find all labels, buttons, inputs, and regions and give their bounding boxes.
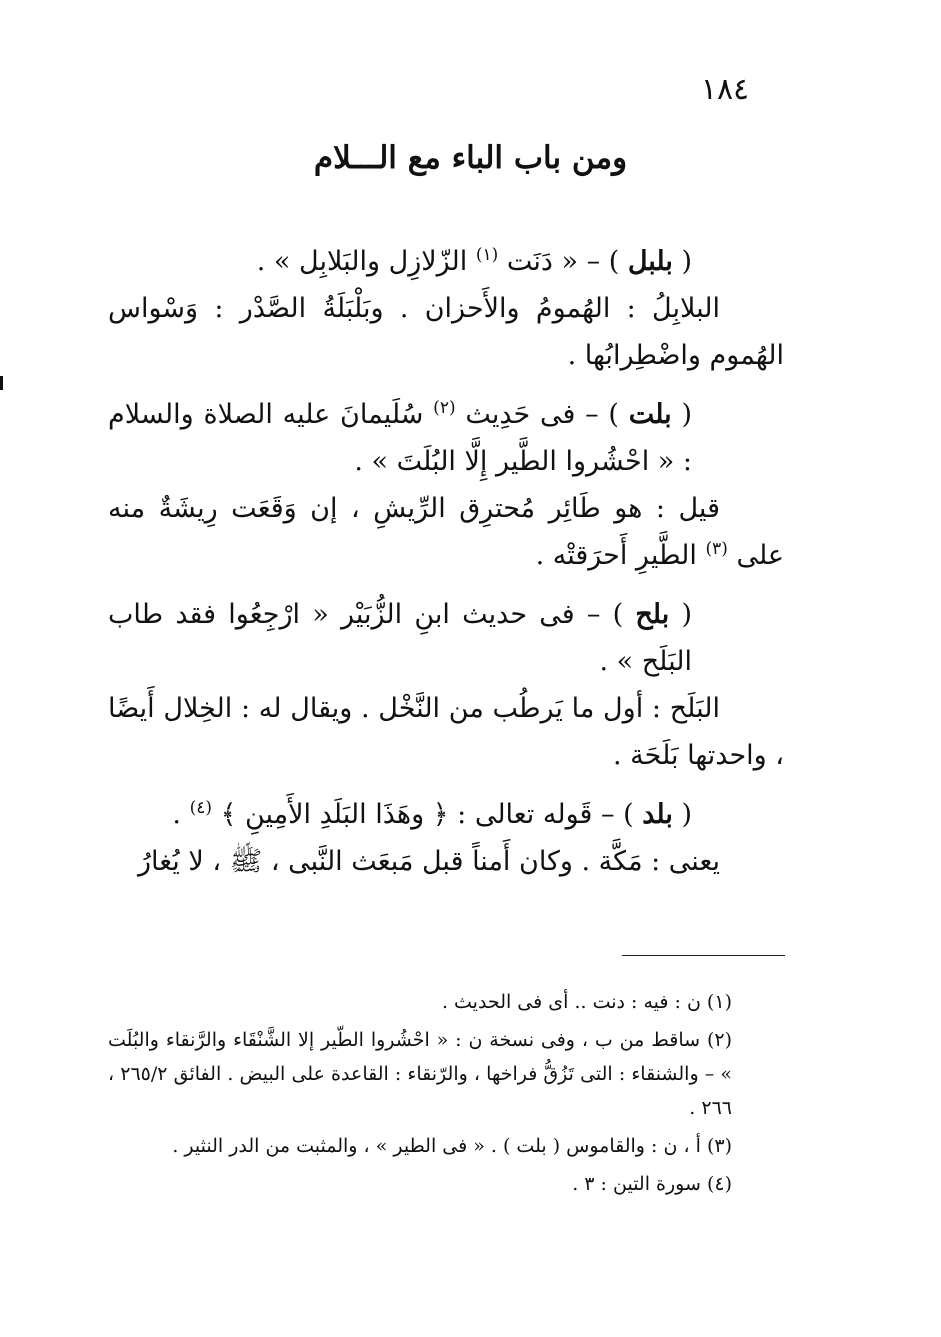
footnote-3: (٣) أ ، ن : والقاموس ( بلت ) . « فى الطير » ، والمثبت من الدر النثير . [172,1135,732,1157]
entry-balbal [108,238,784,379]
footnote-ref[interactable]: (١) [475,245,499,265]
bracket-open: ( [672,799,692,830]
footnote-ref[interactable]: (٢) [433,398,456,418]
gloss-text-rest: الطَّيرِ أَحرَقتْه . [535,540,706,571]
entry-heading [108,391,784,485]
footnotes [108,985,784,1205]
entry-heading [108,591,784,685]
entry-balah [108,591,784,779]
bracket-open: ( [669,599,692,630]
heading-text-rest: سُلَيمانَ عليه الصلاة والسلام : « احْشُروا الطَّير إِلَّا البُلَتَ » . [108,399,692,477]
entry-balad [108,791,784,885]
entry-gloss: البلابِلُ : الهُمومُ والأَحزان . وبَلْبَلَةُ الصَّدْر : وَسْواس الهُموم واضْطِرابُها . [108,293,784,371]
entry-gloss [108,485,784,579]
footnote-1: (١) ن : فيه : دنت .. أى فى الحديث . [441,991,732,1013]
entry-heading [108,791,784,838]
gloss-text: قيل : هو طَائِر مُحترِق الرِّيشِ ، إن وَقَعَت رِيشَةٌ منه على [108,493,784,571]
chapter-title: ومن باب الباء مع الـــلام [313,140,628,176]
footnote-separator [622,955,785,956]
head-word: بلت [628,399,672,430]
bracket-open: ( [672,246,692,277]
footnote-4: (٤) سورة التين : ٣ . [572,1173,732,1195]
entry-gloss: البَلَح : أول ما يَرطُب من النَّخْل . ويقال له : الخِلال أَيضًا ، واحدتها بَلَحَة . [108,693,784,771]
scan-margin-mark [0,376,3,390]
heading-text: ) – فى حديث ابنِ الزُّبَيْر « ارْجِعُوا فقد طاب البَلَح » . [108,599,692,677]
head-word: بلح [635,599,670,630]
entry-balt [108,391,784,579]
footnote-ref[interactable]: (٤) [189,798,212,818]
page-number: ١٨٤ [700,72,750,107]
heading-text: ) – « دَنَت [498,246,628,277]
main-text [108,238,784,897]
head-word: بلد [642,799,673,830]
heading-text: ) – قَوله تعالى : ﴿ وهَذَا البَلَدِ الأَمِينِ ﴾ [212,799,643,830]
heading-text-rest: الزّلازِل والبَلابِل » . [256,246,476,277]
heading-text-rest: . [172,799,190,830]
entry-gloss: يعنى : مَكَّة . وكان أَمناً قبل مَبعَث النَّبى ، ﷺ ، لا يُغارُ [137,846,720,877]
footnote-2: (٢) ساقط من ب ، وفى نسخة ن : « احْشُروا الطّير إلا الشَّنْقَاء والرَّنقاء والبُلَت » – والشنقاء : التى تَزُقُّ فراخها ، والرّنقاء : القاعدة على البيض . الفائق ٢٦٥/٢ ، ٢٦٦ . [108,1029,733,1119]
heading-text: ) – فى حَدِيث [455,399,629,430]
footnote-ref[interactable]: (٣) [705,539,728,559]
entry-heading [108,238,784,285]
bracket-open: ( [671,399,692,430]
head-word: بلبل [627,246,673,277]
